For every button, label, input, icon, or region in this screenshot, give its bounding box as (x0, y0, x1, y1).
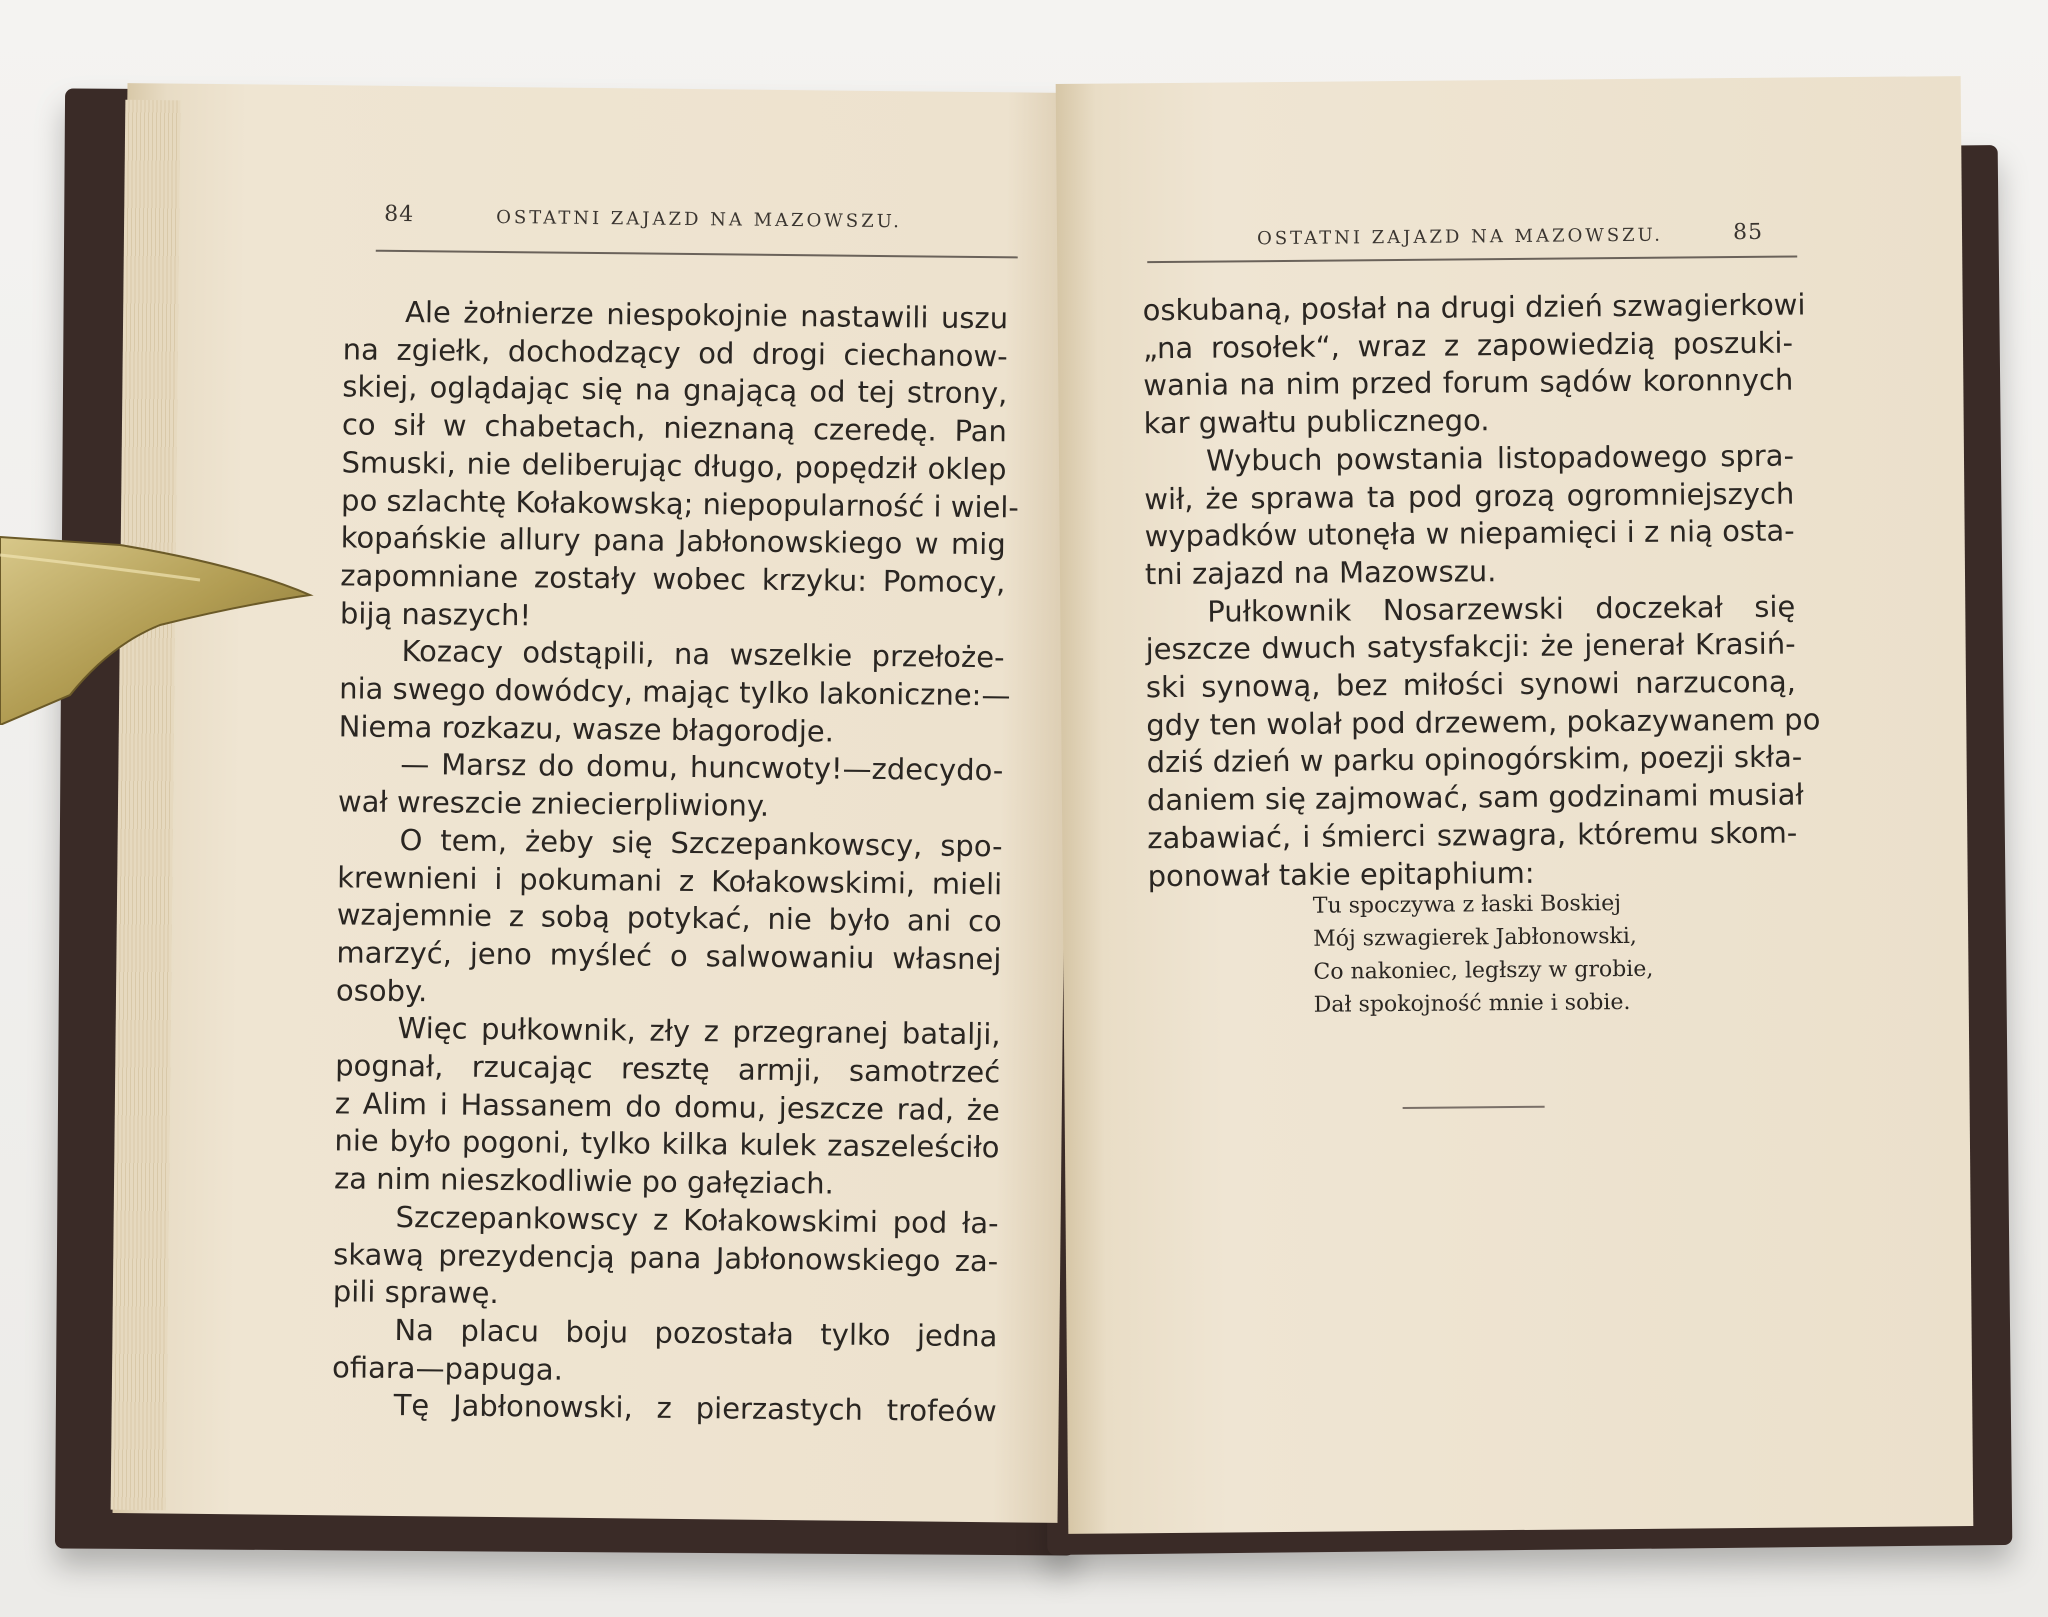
text-line: ski synową, bez miłości synowi narzuconą, (1145, 664, 1797, 705)
text-line: Tę Jabłonowski, z pierzastych trofeów (393, 1388, 997, 1429)
text-line: nia swego dowódcy, mając tylko lakoniczne:— (339, 671, 1011, 713)
text-line: za nim nieszkodliwie po gałęziach. (333, 1161, 835, 1201)
text-line: dziś dzień w parku opinogórskim, poezji skła- (1146, 739, 1803, 780)
text-line: pognał, rzucając resztę armji, samotrzeć (335, 1048, 1001, 1090)
text-line: osoby. (335, 972, 428, 1008)
left-page-number: 84 (384, 201, 415, 228)
text-line: wypadków utonęła w niepamięci i z nią osta- (1144, 513, 1795, 554)
text-line: wzajemnie z sobą potykać, nie było ani co (336, 897, 1002, 939)
text-line: co sił w chabetach, nieznaną czeredę. Pan (341, 407, 1008, 449)
right-page-text (1142, 287, 1821, 896)
right-page-number: 85 (1732, 219, 1764, 246)
left-page-text (331, 293, 1020, 1431)
poem-line: Co nakoniec, ległszy w grobie, (1313, 956, 1654, 985)
text-line: Kozacy odstąpili, na wszelkie przełoże- (401, 634, 1005, 675)
text-line: skawą prezydencją pana Jabłonowskiego za- (333, 1236, 999, 1278)
text-line: krewnieni i pokumani z Kołakowskimi, mieli (337, 859, 1003, 901)
text-line: pili sprawę. (332, 1274, 499, 1311)
poem-line: Dał spokojność mnie i sobie. (1313, 989, 1631, 1018)
left-header-rule (376, 250, 1018, 259)
text-line: oskubaną, posłał na drugi dzień szwagierkowi (1142, 287, 1806, 328)
text-line: na zgiełk, dochodzący od drogi ciechanow- (342, 332, 1008, 374)
text-line: tni zajazd na Mazowszu. (1144, 554, 1497, 592)
text-line: „na rosołek“, wraz z zapowiedzią poszuki- (1142, 325, 1794, 365)
text-line: jeszcze dwuch satysfakcji: że jenerał Krasiń- (1145, 626, 1796, 667)
text-line: Niema rozkazu, wasze błagorodje. (338, 709, 835, 749)
text-line: marzyć, jeno myśleć o salwowaniu własnej (336, 935, 1002, 977)
text-line: skiej, oglądając się na gnającą od tej strony, (342, 369, 1008, 411)
text-line: — Marsz do domu, huncwoty!—zdecydo- (400, 747, 1004, 788)
left-page (113, 83, 1073, 1523)
text-line: po szlachtę Kołakowską; niepopularność i wiel- (340, 482, 1020, 524)
text-line: gdy ten wolał pod drzewem, pokazywanem po (1146, 702, 1821, 742)
text-line: zapomniane zostały wobec krzyku: Pomocy, (340, 558, 1006, 600)
brass-bookmark-clip (0, 525, 320, 725)
text-line: z Alim i Hassanem do domu, jeszcze rad, że (334, 1086, 1000, 1128)
text-line: kopańskie allury pana Jabłonowskiego w mig (340, 520, 1006, 562)
text-line: Na placu boju pozostała tylko jedna (394, 1312, 998, 1354)
text-line: Smuski, nie deliberując długo, popędził oklep (341, 445, 1007, 487)
text-line: kar gwałtu publicznego. (1143, 403, 1490, 441)
text-line: zabawiać, i śmierci szwagra, któremu skom- (1147, 815, 1798, 856)
text-line: Ale żołnierze niespokojnie nastawili uszu (404, 295, 1009, 336)
end-rule (1403, 1106, 1545, 1109)
left-running-title: OSTATNI ZAJAZD NA MAZOWSZU. (496, 206, 903, 233)
text-line: daniem się zajmować, sam godzinami musiał (1146, 777, 1804, 818)
text-line: Wybuch powstania listopadowego spra- (1205, 438, 1795, 478)
text-line: Pułkownik Nosarzewski doczekał się (1207, 589, 1796, 629)
text-line: ofiara—papuga. (331, 1349, 564, 1387)
text-line: nie było pogoni, tylko kilka kulek zaszeleściło (334, 1123, 1000, 1165)
text-line: Więc pułkownik, zły z przegranej batalji, (397, 1011, 1001, 1052)
right-page (1056, 76, 1974, 1534)
text-line: wał wreszcie zniecierpliwiony. (337, 784, 770, 823)
text-line: O tem, żeby się Szczepankowscy, spo- (399, 822, 1003, 864)
text-line: Szczepankowscy z Kołakowskimi pod ła- (395, 1199, 999, 1241)
text-line: biją naszych! (339, 595, 532, 632)
right-running-title: OSTATNI ZAJAZD NA MAZOWSZU. (1256, 224, 1663, 250)
epitaph-poem (1313, 887, 1654, 1022)
right-header-rule (1147, 256, 1797, 264)
poem-line: Mój szwagierek Jabłonowski, (1313, 923, 1637, 952)
text-line: wania na nim przed forum sądów koronnych (1143, 362, 1794, 403)
text-line: wił, że sprawa ta pod grozą ogromniejszych (1144, 476, 1795, 516)
poem-line: Tu spoczywa z łaski Boskiej (1312, 891, 1622, 919)
text-line: ponował takie epitaphium: (1147, 855, 1535, 893)
